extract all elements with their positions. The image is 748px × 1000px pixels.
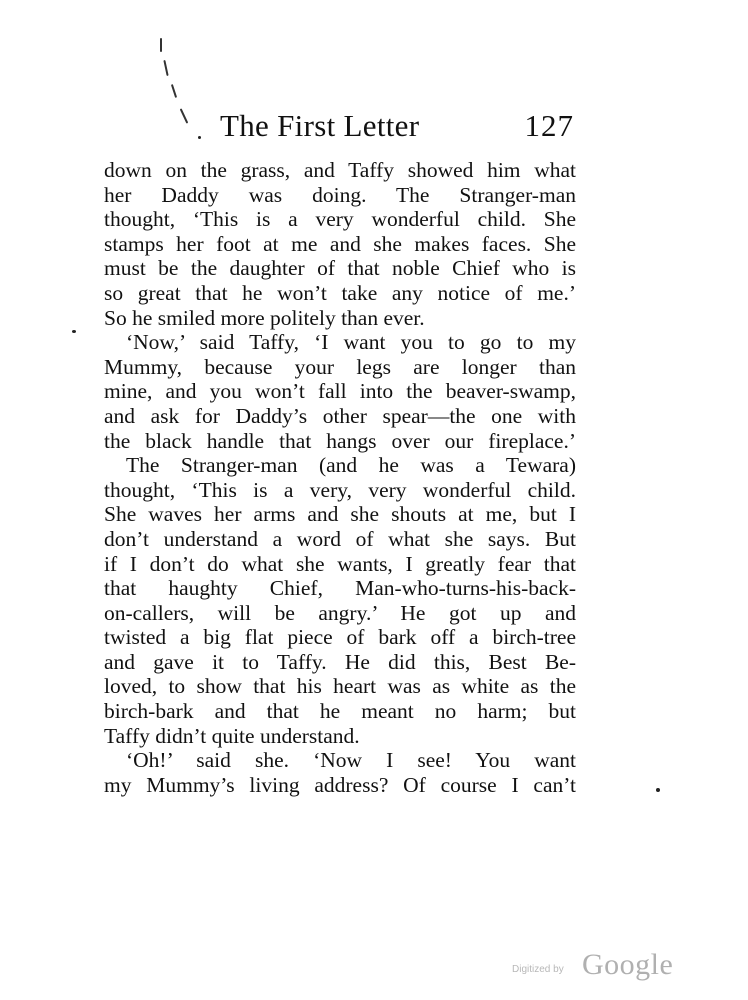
text-line: don’t understand a word of what she says. But bbox=[104, 526, 576, 551]
text-line: the black handle that hangs over our fireplace.’ bbox=[104, 428, 576, 453]
text-line: and ask for Daddy’s other spear—the one with bbox=[104, 403, 576, 428]
text-line: thought, ‘This is a very, very wonderful child. bbox=[104, 477, 576, 502]
text-line: ‘Now,’ said Taffy, ‘I want you to go to my bbox=[126, 330, 576, 355]
text-line: so great that he won’t take any notice of me.’ bbox=[104, 280, 576, 305]
text-line: must be the daughter of that noble Chief who is bbox=[104, 256, 576, 281]
running-title: The First Letter bbox=[220, 108, 420, 143]
text-line: birch-bark and that he meant no harm; but bbox=[104, 699, 576, 724]
text-line: The Stranger-man (and he was a Tewara) bbox=[126, 453, 576, 478]
body-text bbox=[104, 158, 576, 797]
google-logo: Google bbox=[582, 948, 674, 981]
text-line: if I don’t do what she wants, I greatly fear that bbox=[104, 551, 576, 576]
ink-dot bbox=[656, 788, 660, 792]
text-line: Mummy, because your legs are longer than bbox=[104, 354, 576, 379]
digitized-watermark bbox=[512, 948, 682, 988]
text-line: twisted a big flat piece of bark off a birch-tree bbox=[104, 625, 576, 650]
text-line: loved, to show that his heart was as white as the bbox=[104, 674, 576, 699]
text-line: on-callers, will be angry.’ He got up and bbox=[104, 600, 576, 625]
text-line: her Daddy was doing. The Stranger-man bbox=[104, 182, 576, 207]
watermark-caption: Digitized by bbox=[512, 964, 564, 975]
page-number: 127 bbox=[524, 108, 574, 143]
text-line: So he smiled more politely than ever. bbox=[104, 305, 425, 330]
ink-mark-vertical bbox=[163, 60, 168, 76]
ink-mark-vertical bbox=[160, 38, 162, 52]
text-line: thought, ‘This is a very wonderful child. She bbox=[104, 207, 576, 232]
ink-dot bbox=[72, 330, 76, 333]
text-line: Taffy didn’t quite understand. bbox=[104, 723, 360, 748]
text-line: ‘Oh!’ said she. ‘Now I see! You want bbox=[126, 748, 576, 773]
text-line: mine, and you won’t fall into the beaver-swamp, bbox=[104, 379, 576, 404]
text-line: my Mummy’s living address? Of course I can’t bbox=[104, 772, 576, 797]
text-line: down on the grass, and Taffy showed him what bbox=[104, 158, 576, 182]
text-line: stamps her foot at me and she makes faces. She bbox=[104, 231, 576, 256]
text-line: that haughty Chief, Man-who-turns-his-back- bbox=[104, 576, 576, 601]
page-header bbox=[104, 108, 574, 152]
text-line: She waves her arms and she shouts at me, but I bbox=[104, 502, 576, 527]
text-line: and gave it to Taffy. He did this, Best Be- bbox=[104, 649, 576, 674]
ink-mark-vertical bbox=[171, 84, 177, 98]
